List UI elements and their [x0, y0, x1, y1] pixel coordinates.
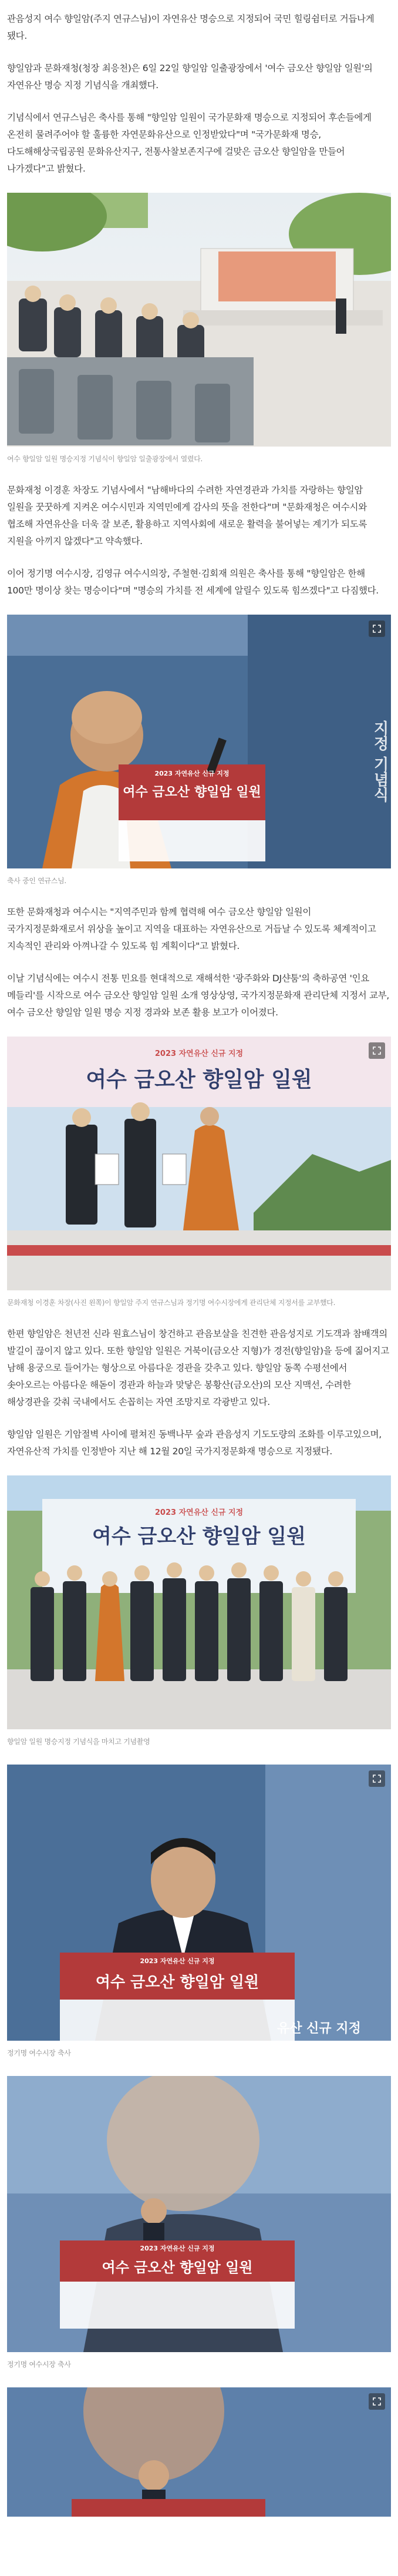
photo-caption: 문화재청 이경훈 차장(사진 왼쪽)이 향일암 주지 연규스님과 정기명 여수시장에게 관리단체 지정서를 교부했다. [7, 1299, 336, 1307]
expand-icon[interactable] [369, 1042, 385, 1059]
article-paragraph: 향일암과 문화재청(청장 최응천)은 6일 22일 향일암 일출광장에서 '여수 금오산 향일암 일원'의 자연유산 명승 지정 기념식을 개최했다. [7, 63, 373, 90]
banner-year-tag: 2023 자연유산 신규 지정 [154, 770, 230, 777]
banner-year-tag: 2023 자연유산 신규 지정 [154, 1508, 244, 1517]
banner-main-title: 여수 금오산 향일암 일원 [102, 2259, 253, 2276]
article-paragraph: 이날 기념식에는 여수시 전통 민요를 현대적으로 재해석한 '광주화와 DJ샨툼'의 축하공연 '인요 메들리'를 시작으로 여수 금오산 향일암 일원 소개 영상상영, 국가지정문화재 관리단체 지정서 교부, 여수 금오산 향일암 일원 명승 지정 경과와 보존 활용 보고가 이어졌다. [7, 973, 390, 1018]
banner-main-title: 여수 금오산 향일암 일원 [95, 1974, 259, 1991]
photo-mayor-speech-3[interactable] [7, 2387, 391, 2517]
photo-caption: 향일암 일원 명승지정 기념식을 마치고 기념촬영 [7, 1738, 150, 1746]
photo-ceremony-outdoor[interactable] [7, 193, 391, 447]
article-paragraph: 향일암 일원은 기암절벽 사이에 펼쳐진 동백나무 숲과 관음성지 기도도량의 조화를 이루고있으며, 자연유산적 가치를 인정받아 지난 해 12월 20일 국가지정문화재 명승으로 지정됐다. [7, 1429, 382, 1457]
article-paragraph: 문화재청 이경훈 차장도 기념사에서 "남해바다의 수려한 자연경관과 가치를 자랑하는 향일암 일원을 꿋꿋하게 지켜온 여수시민과 지역민에게 감사의 뜻을 전한다"며 "문화재청은 여수시와 협조해 자연유산을 더욱 잘 보존, 활용하고 지역사회에 새로운 활력을 불어넣는 계기가 되도록 지원을 아끼지 않겠다"고 약속했다. [7, 485, 367, 546]
banner-main-title: 여수 금오산 향일암 일원 [92, 1525, 306, 1548]
banner-year-tag: 2023 자연유산 신규 지정 [140, 2245, 215, 2252]
photo-ceremony-outdoor-image [7, 193, 391, 447]
photo-caption: 정기명 여수시장 축사 [7, 2360, 71, 2369]
banner-year-tag: 2023 자연유산 신규 지정 [154, 1049, 244, 1058]
article-paragraph: 관음성지 여수 향일암(주지 연규스님)이 자연유산 명승으로 지정되어 국민 힐링쉼터로 거듭나게 됐다. [7, 14, 375, 41]
expand-icon[interactable] [369, 1770, 385, 1787]
photo-monk-speech[interactable] [7, 615, 391, 868]
expand-icon[interactable] [369, 2393, 385, 2410]
photo-group-commemorative[interactable] [7, 1475, 391, 1729]
photo-certificate-handover[interactable] [7, 1037, 391, 1290]
photo-caption: 여수 향일암 일원 명승지정 기념식이 향일암 일출광장에서 열렸다. [7, 455, 203, 463]
photo-caption: 축사 중인 연규스님. [7, 877, 66, 885]
photo-mayor-speech-2[interactable] [7, 2076, 391, 2352]
photo-mayor-speech-1-image [7, 1765, 391, 2041]
article-paragraph: 이어 정기명 여수시장, 김영규 여수시의장, 주철현·김회재 의원은 축사를 통해 "향일암은 한해 100만 명이상 찾는 명승이다"며 "명승의 가치를 전 세계에 알릴수 있도록 힘쓰겠다"고 다짐했다. [7, 568, 379, 596]
banner-main-title: 여수 금오산 향일암 일원 [86, 1068, 312, 1092]
banner-main-title: 여수 금오산 향일암 일원 [123, 785, 261, 800]
article-paragraph: 한편 향일암은 천년전 신라 원효스님이 창건하고 관음보살을 친견한 관음성지로 기도객과 참배객의 발길이 끊이지 않고 있다. 또한 향일암 일원은 거북이(금오산 지형)가 경전(향일암)을 등에 짊어지고 남해 용궁으로 들어가는 형상으로 아름다운 경관을 갖추고 있다. 향일암 동쪽 수평선에서 솟아오르는 아름다운 해돋이 경관과 하늘과 맞닿은 봉황산(금오산)의 모산 지맥선, 수려한 해상경관을 갖춰 국내에서도 손꼽히는 자연 조망지로 각광받고 있다. [7, 1329, 389, 1407]
photo-mayor-speech-2-image [7, 2076, 391, 2352]
banner-year-tag: 2023 자연유산 신규 지정 [140, 1957, 215, 1965]
banner-partial-title: 유산 신규 지정 [277, 2021, 361, 2036]
article-paragraph: 기념식에서 연규스님은 축사를 통해 "향일암 일원이 국가문화재 명승으로 지정되어 후손들에게 온전히 물려주어야 할 훌륭한 자연문화유산으로 인정받았다"며 "국가문화재 명승, 다도해해상국립공원 문화유산지구, 전통사찰보존지구에 걸맞은 금오산 향일암을 만들어 나가겠다"고 밝혔다. [7, 112, 372, 174]
expand-icon[interactable] [369, 620, 385, 637]
article-paragraph: 또한 문화재청과 여수시는 "지역주민과 함께 협력해 여수 금오산 향일암 일원이 국가지정문화재로서 위상을 높이고 지역을 대표하는 자연유산으로 거듭날 수 있도록 체계적이고 지속적인 관리와 아껴나갈 수 있도록 힘 계획이다"고 밝혔다. [7, 907, 376, 951]
photo-mayor-speech-1[interactable] [7, 1765, 391, 2041]
photo-caption: 정기명 여수시장 축사 [7, 2049, 71, 2057]
banner-side-title: 지정 기념식 [371, 720, 389, 803]
photo-mayor-speech-3-image [7, 2387, 391, 2517]
